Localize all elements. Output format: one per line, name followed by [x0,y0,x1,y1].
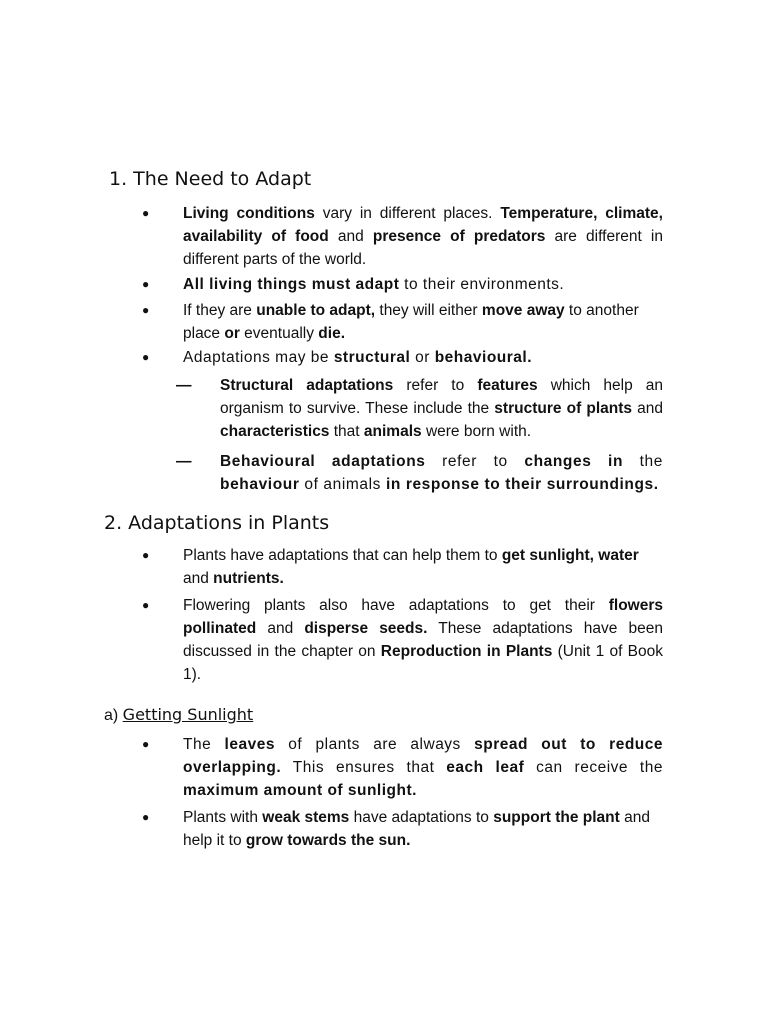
bold-text: animals [363,423,422,440]
bullet-icon: ● [142,303,150,317]
text: to their environments. [399,276,565,293]
bold-text: get sunlight, water [501,547,639,564]
bold-text: Behavioural adaptations [220,453,426,470]
bold-text: nutrients. [213,570,284,587]
sub-list-item [176,450,663,496]
bold-text: structural [333,349,411,366]
text: eventually [239,325,319,342]
text: refer to [393,377,478,394]
bullet-icon: ● [142,810,150,824]
list-item [142,594,663,686]
list-item [142,273,663,296]
subsection-title: Getting Sunlight [122,705,254,724]
list-item [142,544,663,590]
bold-text: changes in [524,453,624,470]
text: can receive the [524,759,663,776]
bold-text: Reproduction in Plants [380,643,553,660]
bold-text: Structural adaptations [220,377,394,394]
text: are different in different parts of the world. [183,228,663,268]
dash-icon: — [176,453,193,470]
bold-text: support the plant [493,809,620,826]
bullet-icon: ● [142,206,150,220]
text: they will either [375,302,482,319]
list-item [142,733,663,802]
bold-text: presence of predators [372,228,546,245]
text: and [183,570,214,587]
bold-text: in response to their surroundings. [385,476,659,493]
bold-text: flowers pollinated [183,597,663,637]
bold-text: structure of plants [494,400,633,417]
bold-text: die. [318,325,345,342]
text: The [183,736,225,753]
bold-text: weak stems [262,809,350,826]
subsection-prefix: a) [104,707,123,724]
bold-text: move away [481,302,565,319]
text: This ensures that [281,759,447,776]
bold-text: disperse seeds. [304,620,428,637]
text: the [623,453,663,470]
text: These adaptations have been discussed in the chapter on [183,620,663,660]
text: or [410,349,435,366]
text: If they are [183,302,257,319]
bold-text: Temperature, climate, availability of food [183,205,663,245]
bold-text: Living conditions [183,205,315,222]
sub-list-item [176,374,664,443]
text: and help it to [183,809,650,849]
text: of animals [299,476,386,493]
bold-text: maximum amount of sunlight. [183,782,417,799]
text: which help an organism to survive. These include the [220,377,664,417]
bullet-icon: ● [142,548,150,562]
bold-text: characteristics [220,423,330,440]
text: and [256,620,305,637]
bullet-icon: ● [142,737,150,751]
text: of plants are always [274,736,475,753]
bold-text: behaviour [220,476,300,493]
bold-text: unable to adapt, [256,302,376,319]
bold-text: or [224,325,240,342]
bold-text: features [477,377,538,394]
text: (Unit 1 of Book 1). [183,643,663,683]
list-item [142,299,663,345]
text: and [632,400,664,417]
text: were born with. [421,423,532,440]
text: Plants with [183,809,263,826]
bold-text: All living things must adapt [183,276,400,293]
text: Plants have adaptations that can help them to [183,547,502,564]
bold-text: behavioural. [434,349,533,366]
text: to another place [183,302,639,342]
bullet-icon: ● [142,277,150,291]
bold-text: grow towards the sun. [245,832,411,849]
text: refer to [425,453,525,470]
subsection-a-heading [104,705,253,725]
list-item [142,202,663,271]
text: have adaptations to [349,809,494,826]
list-item [142,346,663,369]
dash-icon: — [176,377,192,394]
text: and [328,228,373,245]
text: Flowering plants also have adaptations to get their [183,597,609,614]
section-1-heading: 1. The Need to Adapt [109,168,312,190]
text: Adaptations may be [183,349,334,366]
text: that [329,423,364,440]
bullet-icon: ● [142,598,150,612]
bold-text: spread out to reduce overlapping. [183,736,663,776]
bullet-icon: ● [142,350,150,364]
list-item [142,806,663,852]
section-2-heading: 2. Adaptations in Plants [104,512,330,534]
bold-text: each leaf [446,759,525,776]
text: vary in different places. [314,205,501,222]
bold-text: leaves [224,736,275,753]
